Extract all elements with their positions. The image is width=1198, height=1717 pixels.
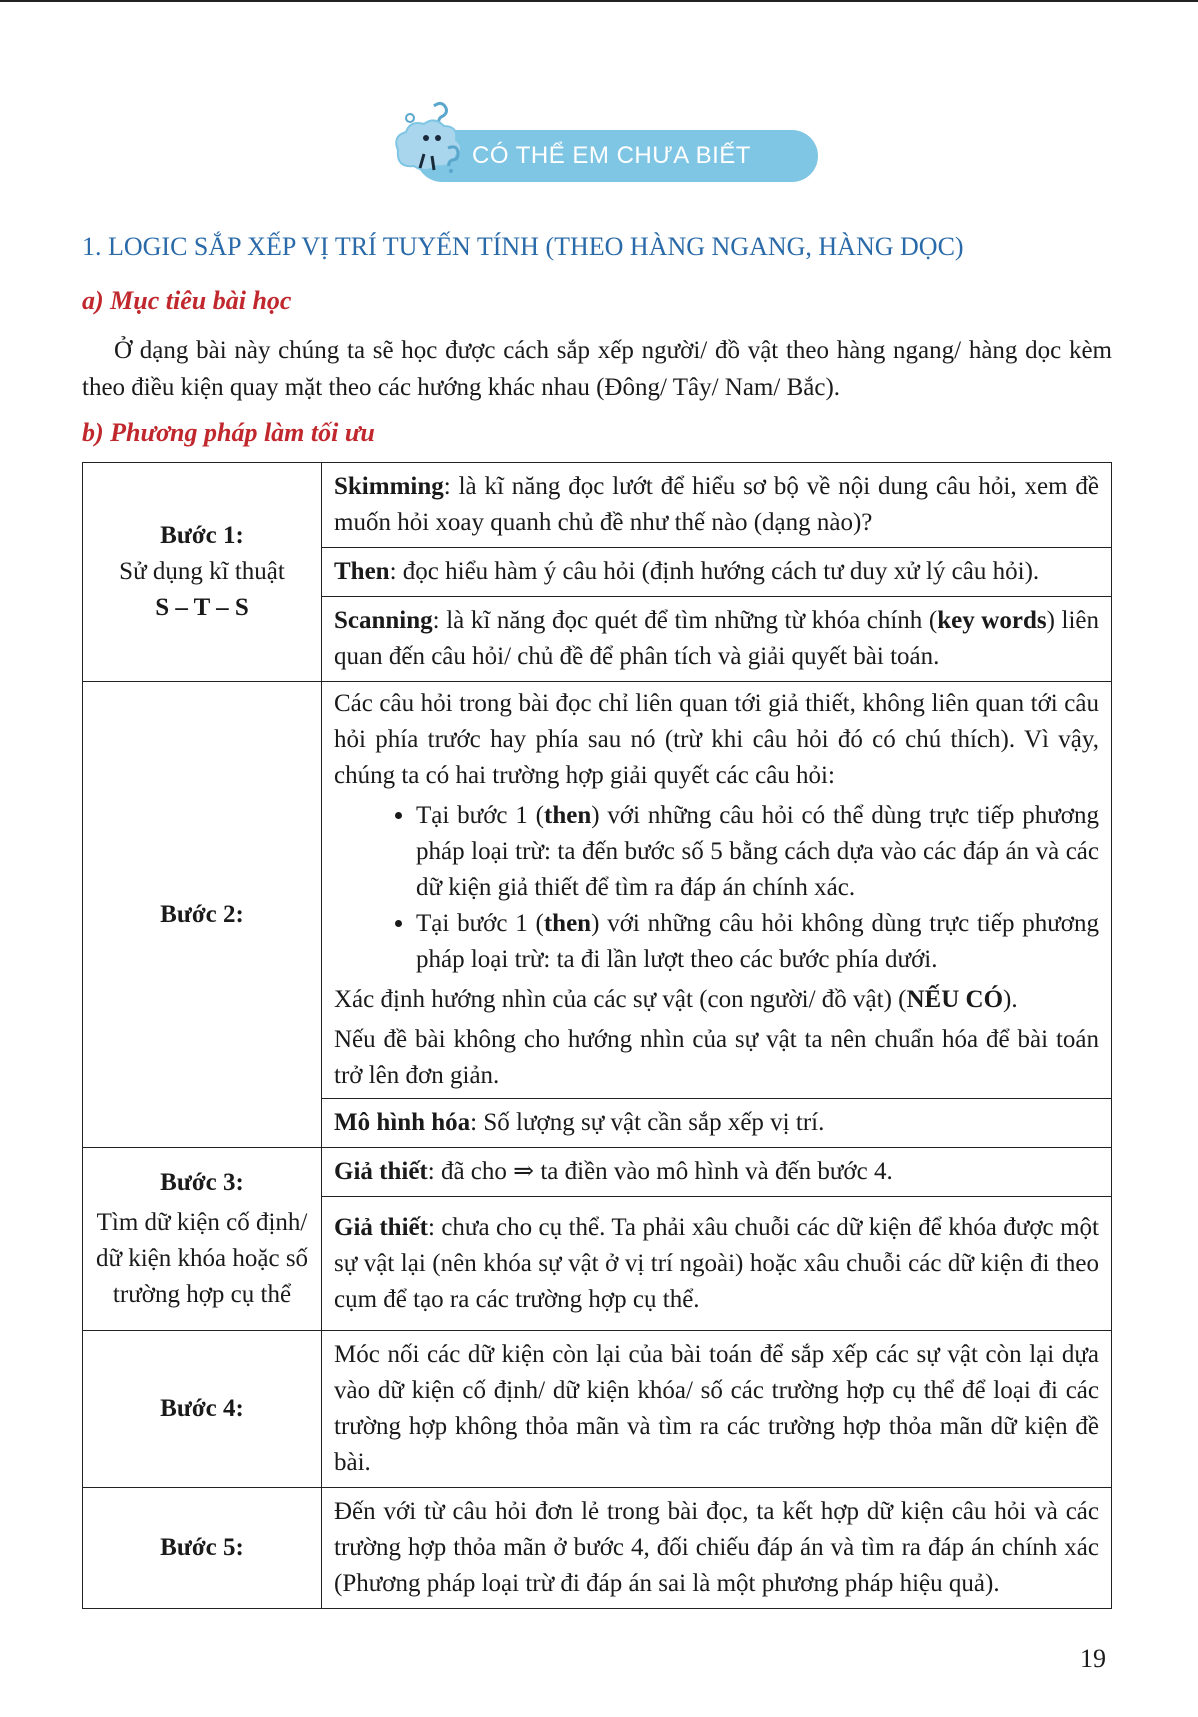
step4-cell (83, 1331, 322, 1488)
step5-text: Đến với từ câu hỏi đơn lẻ trong bài đọc, ta kết hợp dữ kiện câu hỏi và các trường hợp thỏa mãn ở bước 4, đối chiếu đáp án và tìm ra đáp án chính xác (Phương pháp loại trừ đi đáp án sai là một phương pháp hiệu quả). (322, 1488, 1112, 1609)
list-item (416, 798, 1099, 906)
bullet2-then: then (543, 910, 592, 937)
step3-desc: Tìm dữ kiện cố định/ dữ kiện khóa hoặc số trường hợp cụ thể (95, 1209, 309, 1308)
then-term: Then (334, 558, 390, 585)
not-given-cell (322, 1197, 1112, 1331)
not-given-text: : chưa cho cụ thể. Ta phải xâu chuỗi các dữ kiện để khóa được một sự vật lại (nên khóa sự vật ở vị trí ngoài) hoặc xâu chuỗi các dữ kiện đi theo cụm để tạo ra các trường hợp cụ thể. (334, 1213, 1099, 1313)
table-row (83, 682, 1112, 1099)
bullet1-a: Tại bước 1 ( (416, 802, 544, 829)
step5-label: Bước 5: (160, 1534, 244, 1561)
bullet1-then: then (544, 802, 592, 829)
step5-cell (83, 1488, 322, 1609)
bullet2-b: ) với những câu hỏi không dùng trực tiếp phương pháp loại trừ: ta đi lần lượt theo các bước phía dưới. (416, 910, 1099, 973)
skimming-cell (322, 463, 1112, 548)
model-term: Mô hình hóa (334, 1109, 471, 1136)
direction-c: ). (1003, 986, 1018, 1013)
bullet2-a: Tại bước 1 ( (416, 910, 544, 937)
scanning-term: Scanning (334, 607, 433, 634)
direction-a: Xác định hướng nhìn của các sự vật (con người/ đồ vật) ( (334, 986, 907, 1013)
scanning-cell (322, 597, 1112, 682)
step1-desc: Sử dụng kĩ thuật (119, 558, 285, 585)
bullet1-b: ) với những câu hỏi có thể dùng trực tiếp phương pháp loại trừ: ta đến bước số 5 bằng cách dựa vào các đáp án và các dữ kiện giả thiết để tìm ra đáp án chính xác. (416, 802, 1099, 901)
scanning-text-a: : là kĩ năng đọc quét để tìm những từ khóa chính ( (432, 607, 938, 634)
model-text: : Số lượng sự vật cần sắp xếp vị trí. (470, 1109, 825, 1136)
question-cloud-mascot-icon (372, 98, 482, 186)
step2-bullets (334, 798, 1099, 978)
step4-text: Móc nối các dữ kiện còn lại của bài toán để sắp xếp các sự vật còn lại dựa vào dữ kiện cố định/ dữ kiện khóa/ số các trường hợp cụ thể để loại đi các trường hợp không thỏa mãn và tìm ra các trường hợp thỏa mãn dữ kiện đề bài. (322, 1331, 1112, 1488)
skimming-text: : là kĩ năng đọc lướt để hiểu sơ bộ về nội dung câu hỏi, xem đề muốn hỏi xoay quanh chủ đề như thế nào (dạng nào)? (334, 473, 1099, 536)
direction-b: NẾU CÓ (906, 986, 1004, 1013)
step2-intro: Các câu hỏi trong bài đọc chỉ liên quan tới giả thiết, không liên quan tới câu hỏi phía trước hay phía sau nó (trừ khi câu hỏi đó có chú thích). Vì vậy, chúng ta có hai trường hợp giải quyết các câu hỏi: (334, 690, 1099, 789)
table-row (83, 463, 1112, 548)
not-given-term: Giả thiết (334, 1213, 428, 1241)
section-title: 1. LOGIC SẮP XẾP VỊ TRÍ TUYẾN TÍNH (THEO HÀNG NGANG, HÀNG DỌC) (82, 232, 964, 261)
list-item (416, 906, 1099, 978)
step2-cell (83, 682, 322, 1148)
banner-title: CÓ THỂ EM CHƯA BIẾT (472, 142, 751, 169)
banner (372, 98, 824, 186)
then-text: : đọc hiểu hàm ý câu hỏi (định hướng cách tư duy xử lý câu hỏi). (389, 558, 1040, 585)
step2-label: Bước 2: (160, 900, 244, 928)
step2-content (322, 682, 1112, 1099)
step3-label: Bước 3: (160, 1169, 244, 1196)
scanning-keywords: key words (937, 607, 1047, 634)
step1-label: Bước 1: (160, 522, 244, 549)
scanning-text-b: ) liên quan đến câu hỏi/ chủ đề để phân tích và giải quyết bài toán. (334, 607, 1099, 670)
model-cell (322, 1099, 1112, 1148)
skimming-term: Skimming (334, 473, 444, 500)
step1-code: S – T – S (155, 594, 249, 621)
table-row (83, 1331, 1112, 1488)
then-cell (322, 548, 1112, 597)
table-row (83, 1488, 1112, 1609)
table-row (83, 1148, 1112, 1197)
given-cell (322, 1148, 1112, 1197)
method-heading: b) Phương pháp làm tối ưu (82, 418, 375, 447)
direction-line (334, 982, 1099, 1018)
steps-table (82, 462, 1112, 1609)
step4-label: Bước 4: (160, 1395, 244, 1422)
objective-heading: a) Mục tiêu bài học (82, 286, 292, 315)
objective-paragraph: Ở dạng bài này chúng ta sẽ học được cách sắp xếp người/ đồ vật theo hàng ngang/ hàng dọc kèm theo điều kiện quay mặt theo các hướng khác nhau (Đông/ Tây/ Nam/ Bắc). (82, 337, 1112, 401)
page-number: 19 (1080, 1644, 1106, 1673)
given-term: Giả thiết (334, 1158, 428, 1185)
step1-cell (83, 463, 322, 682)
step3-cell (83, 1148, 322, 1331)
given-text: : đã cho ⇒ ta điền vào mô hình và đến bước 4. (427, 1158, 893, 1185)
direction-note: Nếu đề bài không cho hướng nhìn của sự vật ta nên chuẩn hóa để bài toán trở lên đơn giản. (334, 1026, 1099, 1089)
top-rule (0, 0, 1198, 2)
